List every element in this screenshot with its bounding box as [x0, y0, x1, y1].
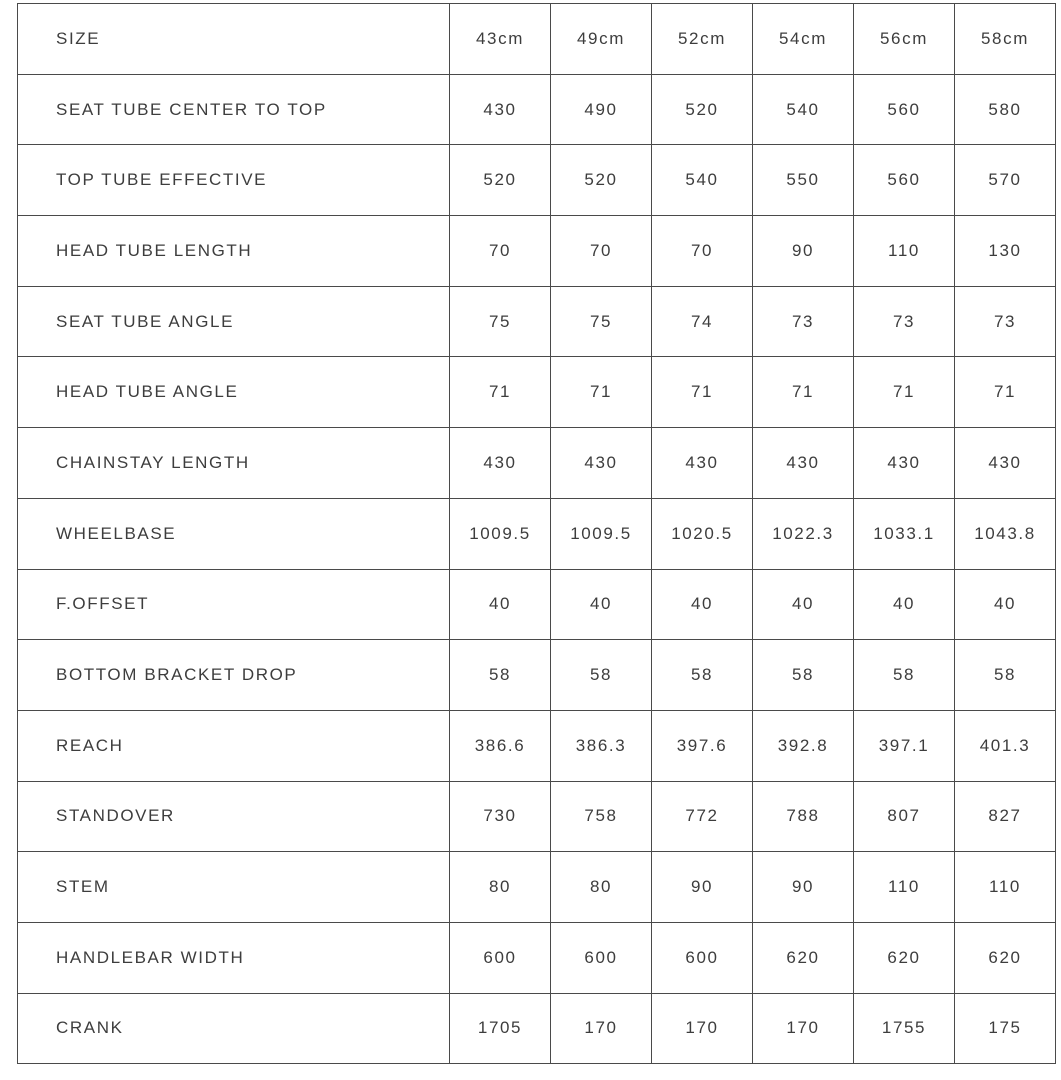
- value-cell: 1022.3: [753, 498, 854, 569]
- header-cell-size-col: 43cm: [450, 4, 551, 75]
- row-label-cell: STANDOVER: [18, 781, 450, 852]
- table-row: [18, 357, 1056, 428]
- table-row: [18, 710, 1056, 781]
- table-row: [18, 781, 1056, 852]
- table-header-row: [18, 4, 1056, 75]
- value-cell: 40: [450, 569, 551, 640]
- table-row: [18, 428, 1056, 499]
- value-cell: 70: [450, 216, 551, 287]
- value-cell: 58: [450, 640, 551, 711]
- value-cell: 170: [652, 993, 753, 1064]
- value-cell: 430: [955, 428, 1056, 499]
- value-cell: 175: [955, 993, 1056, 1064]
- value-cell: 58: [652, 640, 753, 711]
- value-cell: 75: [551, 286, 652, 357]
- row-label-cell: F.OFFSET: [18, 569, 450, 640]
- value-cell: 560: [854, 145, 955, 216]
- table-row: [18, 640, 1056, 711]
- value-cell: 71: [955, 357, 1056, 428]
- value-cell: 71: [753, 357, 854, 428]
- value-cell: 392.8: [753, 710, 854, 781]
- value-cell: 520: [652, 74, 753, 145]
- value-cell: 430: [450, 428, 551, 499]
- table-row: [18, 852, 1056, 923]
- value-cell: 40: [753, 569, 854, 640]
- value-cell: 58: [551, 640, 652, 711]
- value-cell: 73: [753, 286, 854, 357]
- value-cell: 1755: [854, 993, 955, 1064]
- table-row: [18, 74, 1056, 145]
- header-cell-size: SIZE: [18, 4, 450, 75]
- value-cell: 1009.5: [551, 498, 652, 569]
- row-label-cell: HEAD TUBE ANGLE: [18, 357, 450, 428]
- value-cell: 1043.8: [955, 498, 1056, 569]
- value-cell: 80: [551, 852, 652, 923]
- value-cell: 730: [450, 781, 551, 852]
- value-cell: 397.1: [854, 710, 955, 781]
- value-cell: 73: [955, 286, 1056, 357]
- geometry-table: [17, 3, 1056, 1064]
- value-cell: 620: [955, 922, 1056, 993]
- row-label-cell: SEAT TUBE ANGLE: [18, 286, 450, 357]
- value-cell: 71: [551, 357, 652, 428]
- value-cell: 772: [652, 781, 753, 852]
- value-cell: 570: [955, 145, 1056, 216]
- value-cell: 110: [854, 216, 955, 287]
- value-cell: 520: [551, 145, 652, 216]
- value-cell: 71: [652, 357, 753, 428]
- table-row: [18, 145, 1056, 216]
- value-cell: 40: [854, 569, 955, 640]
- value-cell: 600: [652, 922, 753, 993]
- value-cell: 600: [450, 922, 551, 993]
- value-cell: 386.3: [551, 710, 652, 781]
- value-cell: 75: [450, 286, 551, 357]
- value-cell: 170: [551, 993, 652, 1064]
- value-cell: 74: [652, 286, 753, 357]
- value-cell: 490: [551, 74, 652, 145]
- value-cell: 827: [955, 781, 1056, 852]
- value-cell: 73: [854, 286, 955, 357]
- value-cell: 620: [753, 922, 854, 993]
- value-cell: 540: [753, 74, 854, 145]
- value-cell: 130: [955, 216, 1056, 287]
- value-cell: 560: [854, 74, 955, 145]
- value-cell: 58: [955, 640, 1056, 711]
- value-cell: 430: [854, 428, 955, 499]
- row-label-cell: CHAINSTAY LENGTH: [18, 428, 450, 499]
- header-cell-size-col: 56cm: [854, 4, 955, 75]
- row-label-cell: SEAT TUBE CENTER TO TOP: [18, 74, 450, 145]
- value-cell: 80: [450, 852, 551, 923]
- row-label-cell: WHEELBASE: [18, 498, 450, 569]
- value-cell: 110: [854, 852, 955, 923]
- table-row: [18, 498, 1056, 569]
- value-cell: 40: [551, 569, 652, 640]
- value-cell: 71: [854, 357, 955, 428]
- value-cell: 110: [955, 852, 1056, 923]
- value-cell: 430: [551, 428, 652, 499]
- value-cell: 1009.5: [450, 498, 551, 569]
- value-cell: 1033.1: [854, 498, 955, 569]
- value-cell: 397.6: [652, 710, 753, 781]
- value-cell: 758: [551, 781, 652, 852]
- value-cell: 40: [652, 569, 753, 640]
- value-cell: 600: [551, 922, 652, 993]
- header-cell-size-col: 58cm: [955, 4, 1056, 75]
- header-cell-size-col: 54cm: [753, 4, 854, 75]
- value-cell: 520: [450, 145, 551, 216]
- header-cell-size-col: 49cm: [551, 4, 652, 75]
- row-label-cell: STEM: [18, 852, 450, 923]
- value-cell: 40: [955, 569, 1056, 640]
- value-cell: 90: [753, 852, 854, 923]
- row-label-cell: HANDLEBAR WIDTH: [18, 922, 450, 993]
- value-cell: 58: [753, 640, 854, 711]
- value-cell: 807: [854, 781, 955, 852]
- value-cell: 58: [854, 640, 955, 711]
- row-label-cell: TOP TUBE EFFECTIVE: [18, 145, 450, 216]
- header-cell-size-col: 52cm: [652, 4, 753, 75]
- value-cell: 71: [450, 357, 551, 428]
- geometry-table-body: [18, 4, 1056, 1064]
- value-cell: 430: [450, 74, 551, 145]
- value-cell: 620: [854, 922, 955, 993]
- table-row: [18, 286, 1056, 357]
- row-label-cell: REACH: [18, 710, 450, 781]
- value-cell: 170: [753, 993, 854, 1064]
- value-cell: 430: [753, 428, 854, 499]
- row-label-cell: HEAD TUBE LENGTH: [18, 216, 450, 287]
- table-row: [18, 922, 1056, 993]
- table-row: [18, 993, 1056, 1064]
- value-cell: 580: [955, 74, 1056, 145]
- value-cell: 1705: [450, 993, 551, 1064]
- value-cell: 550: [753, 145, 854, 216]
- table-row: [18, 216, 1056, 287]
- value-cell: 70: [652, 216, 753, 287]
- value-cell: 90: [652, 852, 753, 923]
- value-cell: 430: [652, 428, 753, 499]
- table-row: [18, 569, 1056, 640]
- value-cell: 788: [753, 781, 854, 852]
- value-cell: 386.6: [450, 710, 551, 781]
- value-cell: 540: [652, 145, 753, 216]
- value-cell: 401.3: [955, 710, 1056, 781]
- row-label-cell: CRANK: [18, 993, 450, 1064]
- row-label-cell: BOTTOM BRACKET DROP: [18, 640, 450, 711]
- value-cell: 90: [753, 216, 854, 287]
- value-cell: 1020.5: [652, 498, 753, 569]
- value-cell: 70: [551, 216, 652, 287]
